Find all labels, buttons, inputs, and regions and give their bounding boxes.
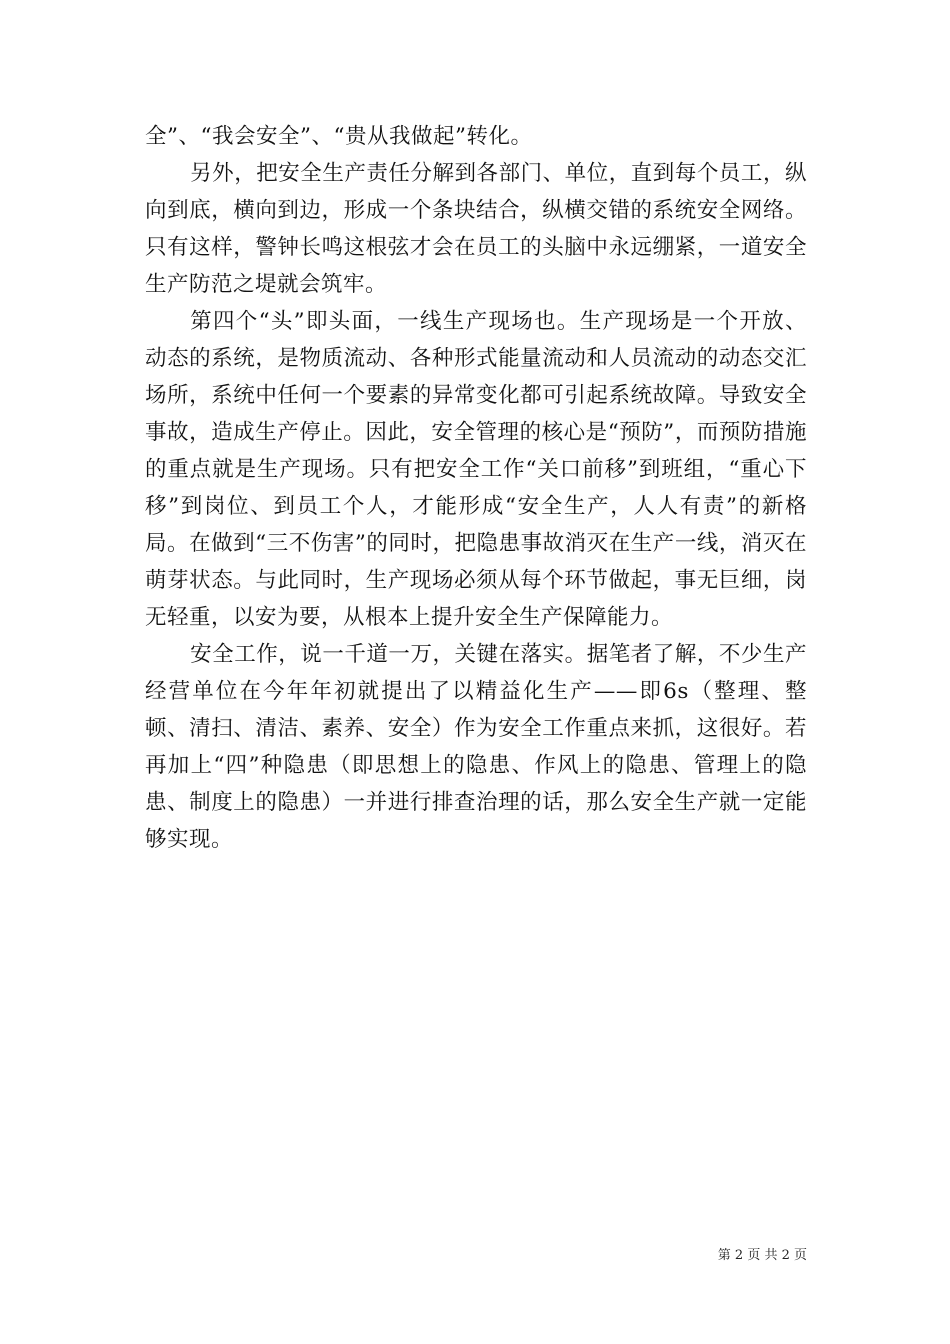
page-number-footer: 第 2 页 共 2 页 [717, 1248, 807, 1263]
paragraph-4: 安全工作，说一千道一万，关键在落实。据笔者了解，不少生产经营单位在今年年初就提出了以精益化生产——即6s（整理、整顿、清扫、清洁、素养、安全）作为安全工作重点来抓，这很好。若再加上“四”种隐患（即思想上的隐患、作风上的隐患、管理上的隐患、制度上的隐患）一并进行排查治理的话，那么安全生产就一定能够实现。 [145, 642, 807, 852]
paragraph-2: 另外，把安全生产责任分解到各部门、单位，直到每个员工，纵向到底，横向到边，形成一个条块结合，纵横交错的系统安全网络。只有这样，警钟长鸣这根弦才会在员工的头脑中永远绷紧，一道安全生产防范之堤就会筑牢。 [145, 161, 807, 297]
paragraph-3: 第四个“头”即头面，一线生产现场也。生产现场是一个开放、动态的系统，是物质流动、各种形式能量流动和人员流动的动态交汇场所，系统中任何一个要素的异常变化都可引起系统故障。导致安全事故，造成生产停止。因此，安全管理的核心是“预防”，而预防措施的重点就是生产现场。只有把安全工作“关口前移”到班组，“重心下移”到岗位、到员工个人，才能形成“安全生产，人人有责”的新格局。在做到“三不伤害”的同时，把隐患事故消灭在生产一线，消灭在萌芽状态。与此同时，生产现场必须从每个环节做起，事无巨细，岗无轻重，以安为要，从根本上提升安全生产保障能力。 [145, 309, 807, 630]
paragraph-1: 全”、“我会安全”、“贵从我做起”转化。 [145, 124, 533, 149]
body-text [145, 118, 807, 858]
